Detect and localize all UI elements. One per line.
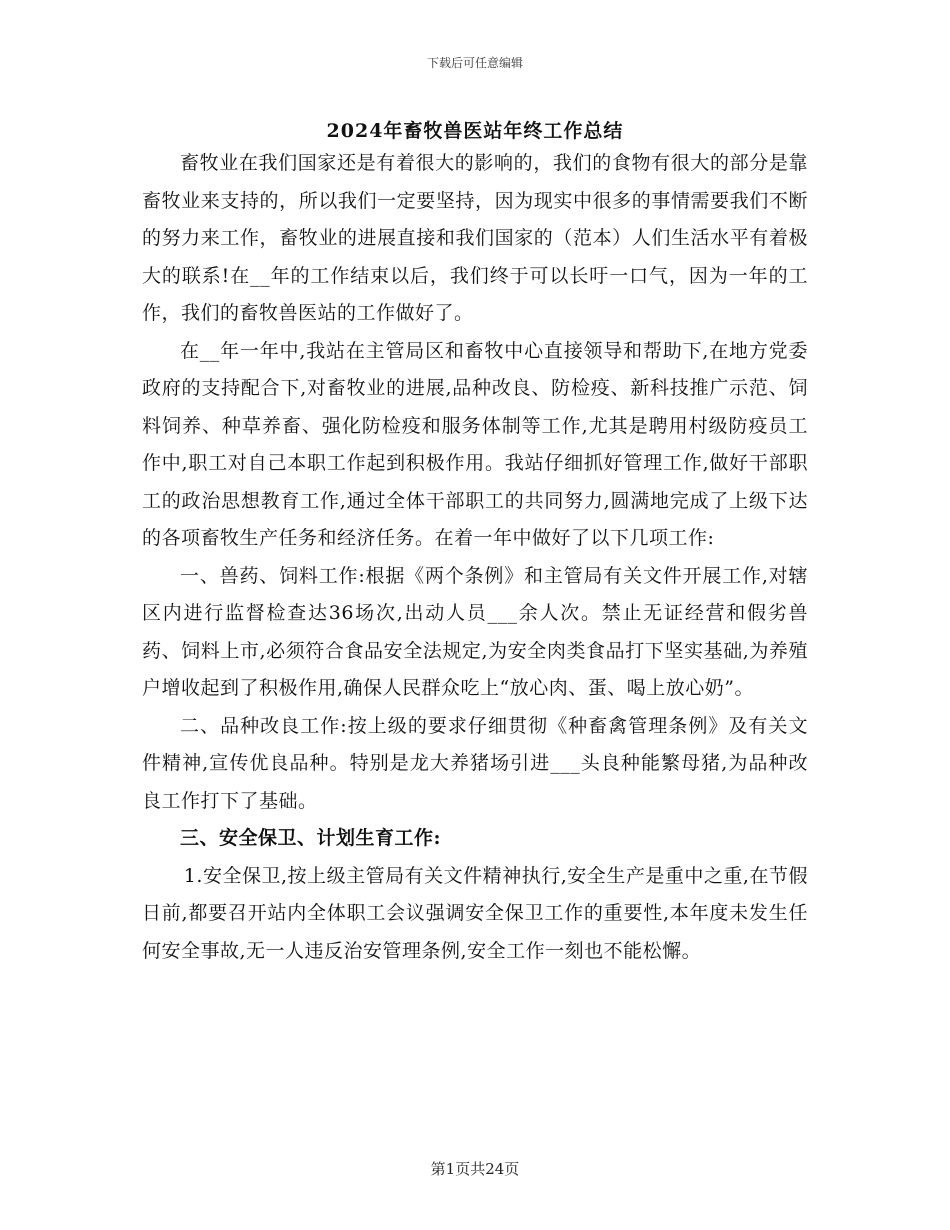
page-indicator: 第1页共24页 xyxy=(430,1160,520,1178)
paragraph-safety: 1.安全保卫,按上级主管局有关文件精神执行,安全生产是重中之重,在节假日前,都要召开站内全体职工会议强调安全保卫工作的重要性,本年度未发生任何安全事故,无一人违反治安管理条例,安全工作一刻也不能松懈。 xyxy=(142,864,808,962)
paragraph-breed-improvement: 二、品种改良工作:按上级的要求仔细贯彻《种畜禽管理条例》及有关文件精神,宣传优良品种。特别是龙大养猪场引进___头良种能繁母猪,为品种改良工作打下了基础。 xyxy=(142,714,808,812)
document-title: 2024年畜牧兽医站年终工作总结 xyxy=(326,120,624,142)
paragraph-overview: 在__年一年中,我站在主管局区和畜牧中心直接领导和帮助下,在地方党委政府的支持配合下,对畜牧业的进展,品种改良、防检疫、新科技推广示范、饲料饲养、种草养畜、强化防检疫和服务体制等工作,尤其是聘用村级防疫员工作中,职工对自己本职工作起到积极作用。我站仔细抓好管理工作,做好干部职工的政治思想教育工作,通过全体干部职工的共同努力,圆满地完成了上级下达的各项畜牧生产任务和经济任务。在着一年中做好了以下几项工作: xyxy=(142,339,808,549)
paragraph-intro: 畜牧业在我们国家还是有着很大的影响的，我们的食物有很大的部分是靠畜牧业来支持的，所以我们一定要坚持，因为现实中很多的事情需要我们不断的努力来工作，畜牧业的进展直接和我们国家的（范本）人们生活水平有着极大的联系!在__年的工作结束以后，我们终于可以长吁一口气，因为一年的工作，我们的畜牧兽医站的工作做好了。 xyxy=(142,152,808,324)
document-body xyxy=(142,145,808,970)
section-heading-safety: 三、安全保卫、计划生育工作: xyxy=(180,827,442,849)
header-note: 下载后可任意编辑 xyxy=(426,56,523,70)
paragraph-veterinary-feed: 一、兽药、饲料工作:根据《两个条例》和主管局有关文件开展工作,对辖区内进行监督检查达36场次,出动人员___余人次。禁止无证经营和假劣兽药、饲料上市,必须符合食品安全法规定,为安全肉类食品打下坚实基础,为养殖户增收起到了积极作用,确保人民群众吃上“放心肉、蛋、喝上放心奶”。 xyxy=(142,564,808,699)
